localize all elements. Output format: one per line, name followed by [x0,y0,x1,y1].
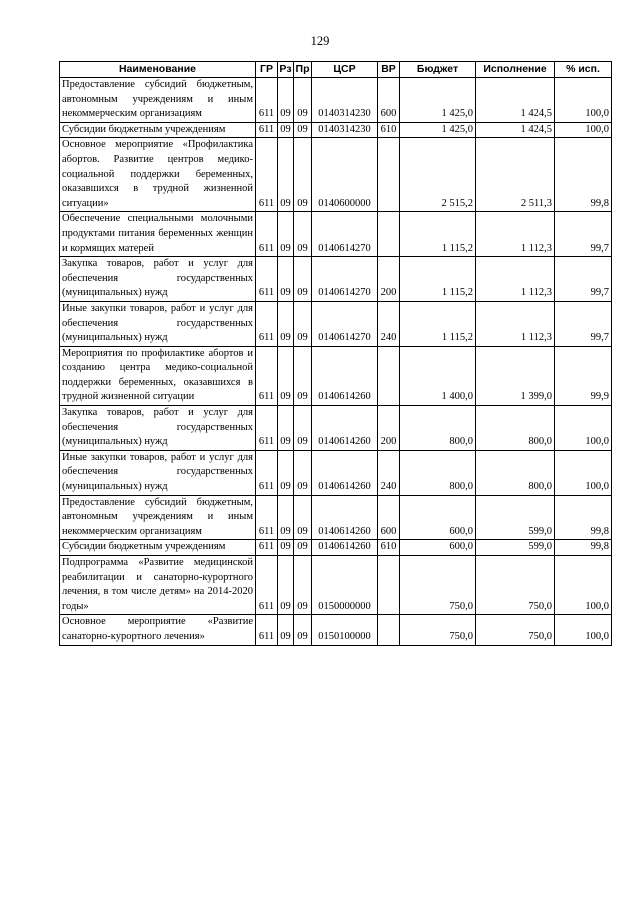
row-name-cell: Закупка товаров, работ и услуг для обеспечения государственных (муниципальных) нужд [60,406,256,451]
row-budget-cell: 800,0 [400,406,476,451]
table-row [60,615,612,645]
row-pct-cell: 100,0 [555,406,612,451]
row-gr-cell: 611 [256,556,278,615]
header-vr: ВР [378,62,400,78]
row-pr-cell: 09 [294,346,312,405]
row-pr-cell: 09 [294,450,312,495]
row-pr-cell: 09 [294,78,312,123]
row-name-cell: Основное мероприятие «Профилактика абортов. Развитие центров медико-социальной поддержки беременных, оказавшихся в трудной жизненной ситуации» [60,138,256,212]
table-row [60,450,612,495]
row-csr-cell: 0140614260 [312,406,378,451]
row-budget-cell: 750,0 [400,615,476,645]
row-gr-cell: 611 [256,495,278,540]
row-gr-cell: 611 [256,138,278,212]
table-row [60,495,612,540]
row-pct-cell: 100,0 [555,450,612,495]
header-rz: Рз [278,62,294,78]
row-name-cell: Основное мероприятие «Развитие санаторно-курортного лечения» [60,615,256,645]
row-budget-cell: 1 115,2 [400,257,476,302]
row-budget-cell: 600,0 [400,495,476,540]
table-header-row [60,62,612,78]
row-pct-cell: 99,9 [555,346,612,405]
header-execution: Исполнение [476,62,555,78]
row-execution-cell: 1 112,3 [476,301,555,346]
table-body [60,78,612,646]
row-csr-cell: 0140314230 [312,78,378,123]
row-pct-cell: 99,8 [555,540,612,556]
row-csr-cell: 0140614270 [312,212,378,257]
row-execution-cell: 1 399,0 [476,346,555,405]
row-rz-cell: 09 [278,346,294,405]
row-csr-cell: 0140614260 [312,450,378,495]
row-csr-cell: 0140614270 [312,257,378,302]
header-csr: ЦСР [312,62,378,78]
row-budget-cell: 2 515,2 [400,138,476,212]
page-number: 129 [310,34,330,48]
row-gr-cell: 611 [256,615,278,645]
row-pr-cell: 09 [294,540,312,556]
row-name-cell: Иные закупки товаров, работ и услуг для обеспечения государственных (муниципальных) нужд [60,450,256,495]
row-pr-cell: 09 [294,615,312,645]
row-budget-cell: 1 115,2 [400,301,476,346]
row-pct-cell: 100,0 [555,615,612,645]
row-execution-cell: 750,0 [476,615,555,645]
row-pct-cell: 99,8 [555,495,612,540]
row-vr-cell: 240 [378,301,400,346]
row-name-cell: Иные закупки товаров, работ и услуг для обеспечения государственных (муниципальных) нужд [60,301,256,346]
row-execution-cell: 800,0 [476,406,555,451]
row-pr-cell: 09 [294,406,312,451]
row-name-cell: Закупка товаров, работ и услуг для обеспечения государственных (муниципальных) нужд [60,257,256,302]
row-execution-cell: 800,0 [476,450,555,495]
row-csr-cell: 0140614260 [312,495,378,540]
table-row [60,257,612,302]
row-vr-cell [378,346,400,405]
row-budget-cell: 1 115,2 [400,212,476,257]
row-pr-cell: 09 [294,212,312,257]
row-rz-cell: 09 [278,540,294,556]
row-budget-cell: 1 425,0 [400,122,476,138]
row-csr-cell: 0140314230 [312,122,378,138]
row-gr-cell: 611 [256,346,278,405]
row-execution-cell: 1 112,3 [476,257,555,302]
row-pr-cell: 09 [294,301,312,346]
row-name-cell: Субсидии бюджетным учреждениям [60,540,256,556]
row-vr-cell [378,615,400,645]
row-pr-cell: 09 [294,122,312,138]
row-vr-cell: 200 [378,406,400,451]
row-vr-cell [378,138,400,212]
row-budget-cell: 600,0 [400,540,476,556]
row-name-cell: Мероприятия по профилактике абортов и созданию центра медико-социальной поддержки беременных, оказавшихся в трудной жизненной ситуации [60,346,256,405]
row-csr-cell: 0140614270 [312,301,378,346]
header-budget: Бюджет [400,62,476,78]
row-budget-cell: 1 400,0 [400,346,476,405]
row-pct-cell: 99,7 [555,212,612,257]
header-name: Наименование [60,62,256,78]
row-execution-cell: 599,0 [476,540,555,556]
row-vr-cell [378,556,400,615]
budget-execution-table [59,61,612,646]
row-budget-cell: 750,0 [400,556,476,615]
row-gr-cell: 611 [256,301,278,346]
row-pct-cell: 100,0 [555,556,612,615]
table-row [60,556,612,615]
row-rz-cell: 09 [278,615,294,645]
row-execution-cell: 1 424,5 [476,122,555,138]
row-budget-cell: 1 425,0 [400,78,476,123]
row-rz-cell: 09 [278,556,294,615]
header-gr: ГР [256,62,278,78]
row-gr-cell: 611 [256,78,278,123]
row-name-cell: Субсидии бюджетным учреждениям [60,122,256,138]
row-csr-cell: 0140600000 [312,138,378,212]
row-rz-cell: 09 [278,406,294,451]
row-pct-cell: 99,8 [555,138,612,212]
row-csr-cell: 0140614260 [312,540,378,556]
row-pct-cell: 100,0 [555,78,612,123]
row-gr-cell: 611 [256,406,278,451]
row-name-cell: Подпрограмма «Развитие медицинской реабилитации и санаторно-курортного лечения, в том числе детям» на 2014-2020 годы» [60,556,256,615]
row-gr-cell: 611 [256,540,278,556]
row-gr-cell: 611 [256,257,278,302]
row-pct-cell: 99,7 [555,257,612,302]
row-pct-cell: 99,7 [555,301,612,346]
row-vr-cell: 610 [378,540,400,556]
row-rz-cell: 09 [278,122,294,138]
row-rz-cell: 09 [278,495,294,540]
row-vr-cell: 600 [378,495,400,540]
row-rz-cell: 09 [278,450,294,495]
table-row [60,406,612,451]
row-vr-cell: 200 [378,257,400,302]
row-rz-cell: 09 [278,78,294,123]
row-execution-cell: 1 112,3 [476,212,555,257]
row-pr-cell: 09 [294,138,312,212]
row-rz-cell: 09 [278,212,294,257]
row-budget-cell: 800,0 [400,450,476,495]
row-gr-cell: 611 [256,212,278,257]
table-row [60,212,612,257]
row-pr-cell: 09 [294,257,312,302]
row-gr-cell: 611 [256,122,278,138]
table-row [60,138,612,212]
row-execution-cell: 2 511,3 [476,138,555,212]
row-pct-cell: 100,0 [555,122,612,138]
row-rz-cell: 09 [278,301,294,346]
row-csr-cell: 0150000000 [312,556,378,615]
table-row [60,78,612,123]
row-vr-cell: 610 [378,122,400,138]
table-row [60,540,612,556]
header-pr: Пр [294,62,312,78]
row-csr-cell: 0140614260 [312,346,378,405]
row-execution-cell: 599,0 [476,495,555,540]
row-gr-cell: 611 [256,450,278,495]
row-csr-cell: 0150100000 [312,615,378,645]
row-name-cell: Предоставление субсидий бюджетным, автономным учреждениям и иным некоммерческим организациям [60,78,256,123]
table-row [60,346,612,405]
row-name-cell: Обеспечение специальными молочными продуктами питания беременных женщин и кормящих матерей [60,212,256,257]
row-rz-cell: 09 [278,138,294,212]
row-vr-cell [378,212,400,257]
row-pr-cell: 09 [294,556,312,615]
header-pct: % исп. [555,62,612,78]
table-row [60,122,612,138]
row-execution-cell: 1 424,5 [476,78,555,123]
table-row [60,301,612,346]
row-vr-cell: 240 [378,450,400,495]
row-name-cell: Предоставление субсидий бюджетным, автономным учреждениям и иным некоммерческим организациям [60,495,256,540]
row-pr-cell: 09 [294,495,312,540]
row-vr-cell: 600 [378,78,400,123]
row-execution-cell: 750,0 [476,556,555,615]
row-rz-cell: 09 [278,257,294,302]
